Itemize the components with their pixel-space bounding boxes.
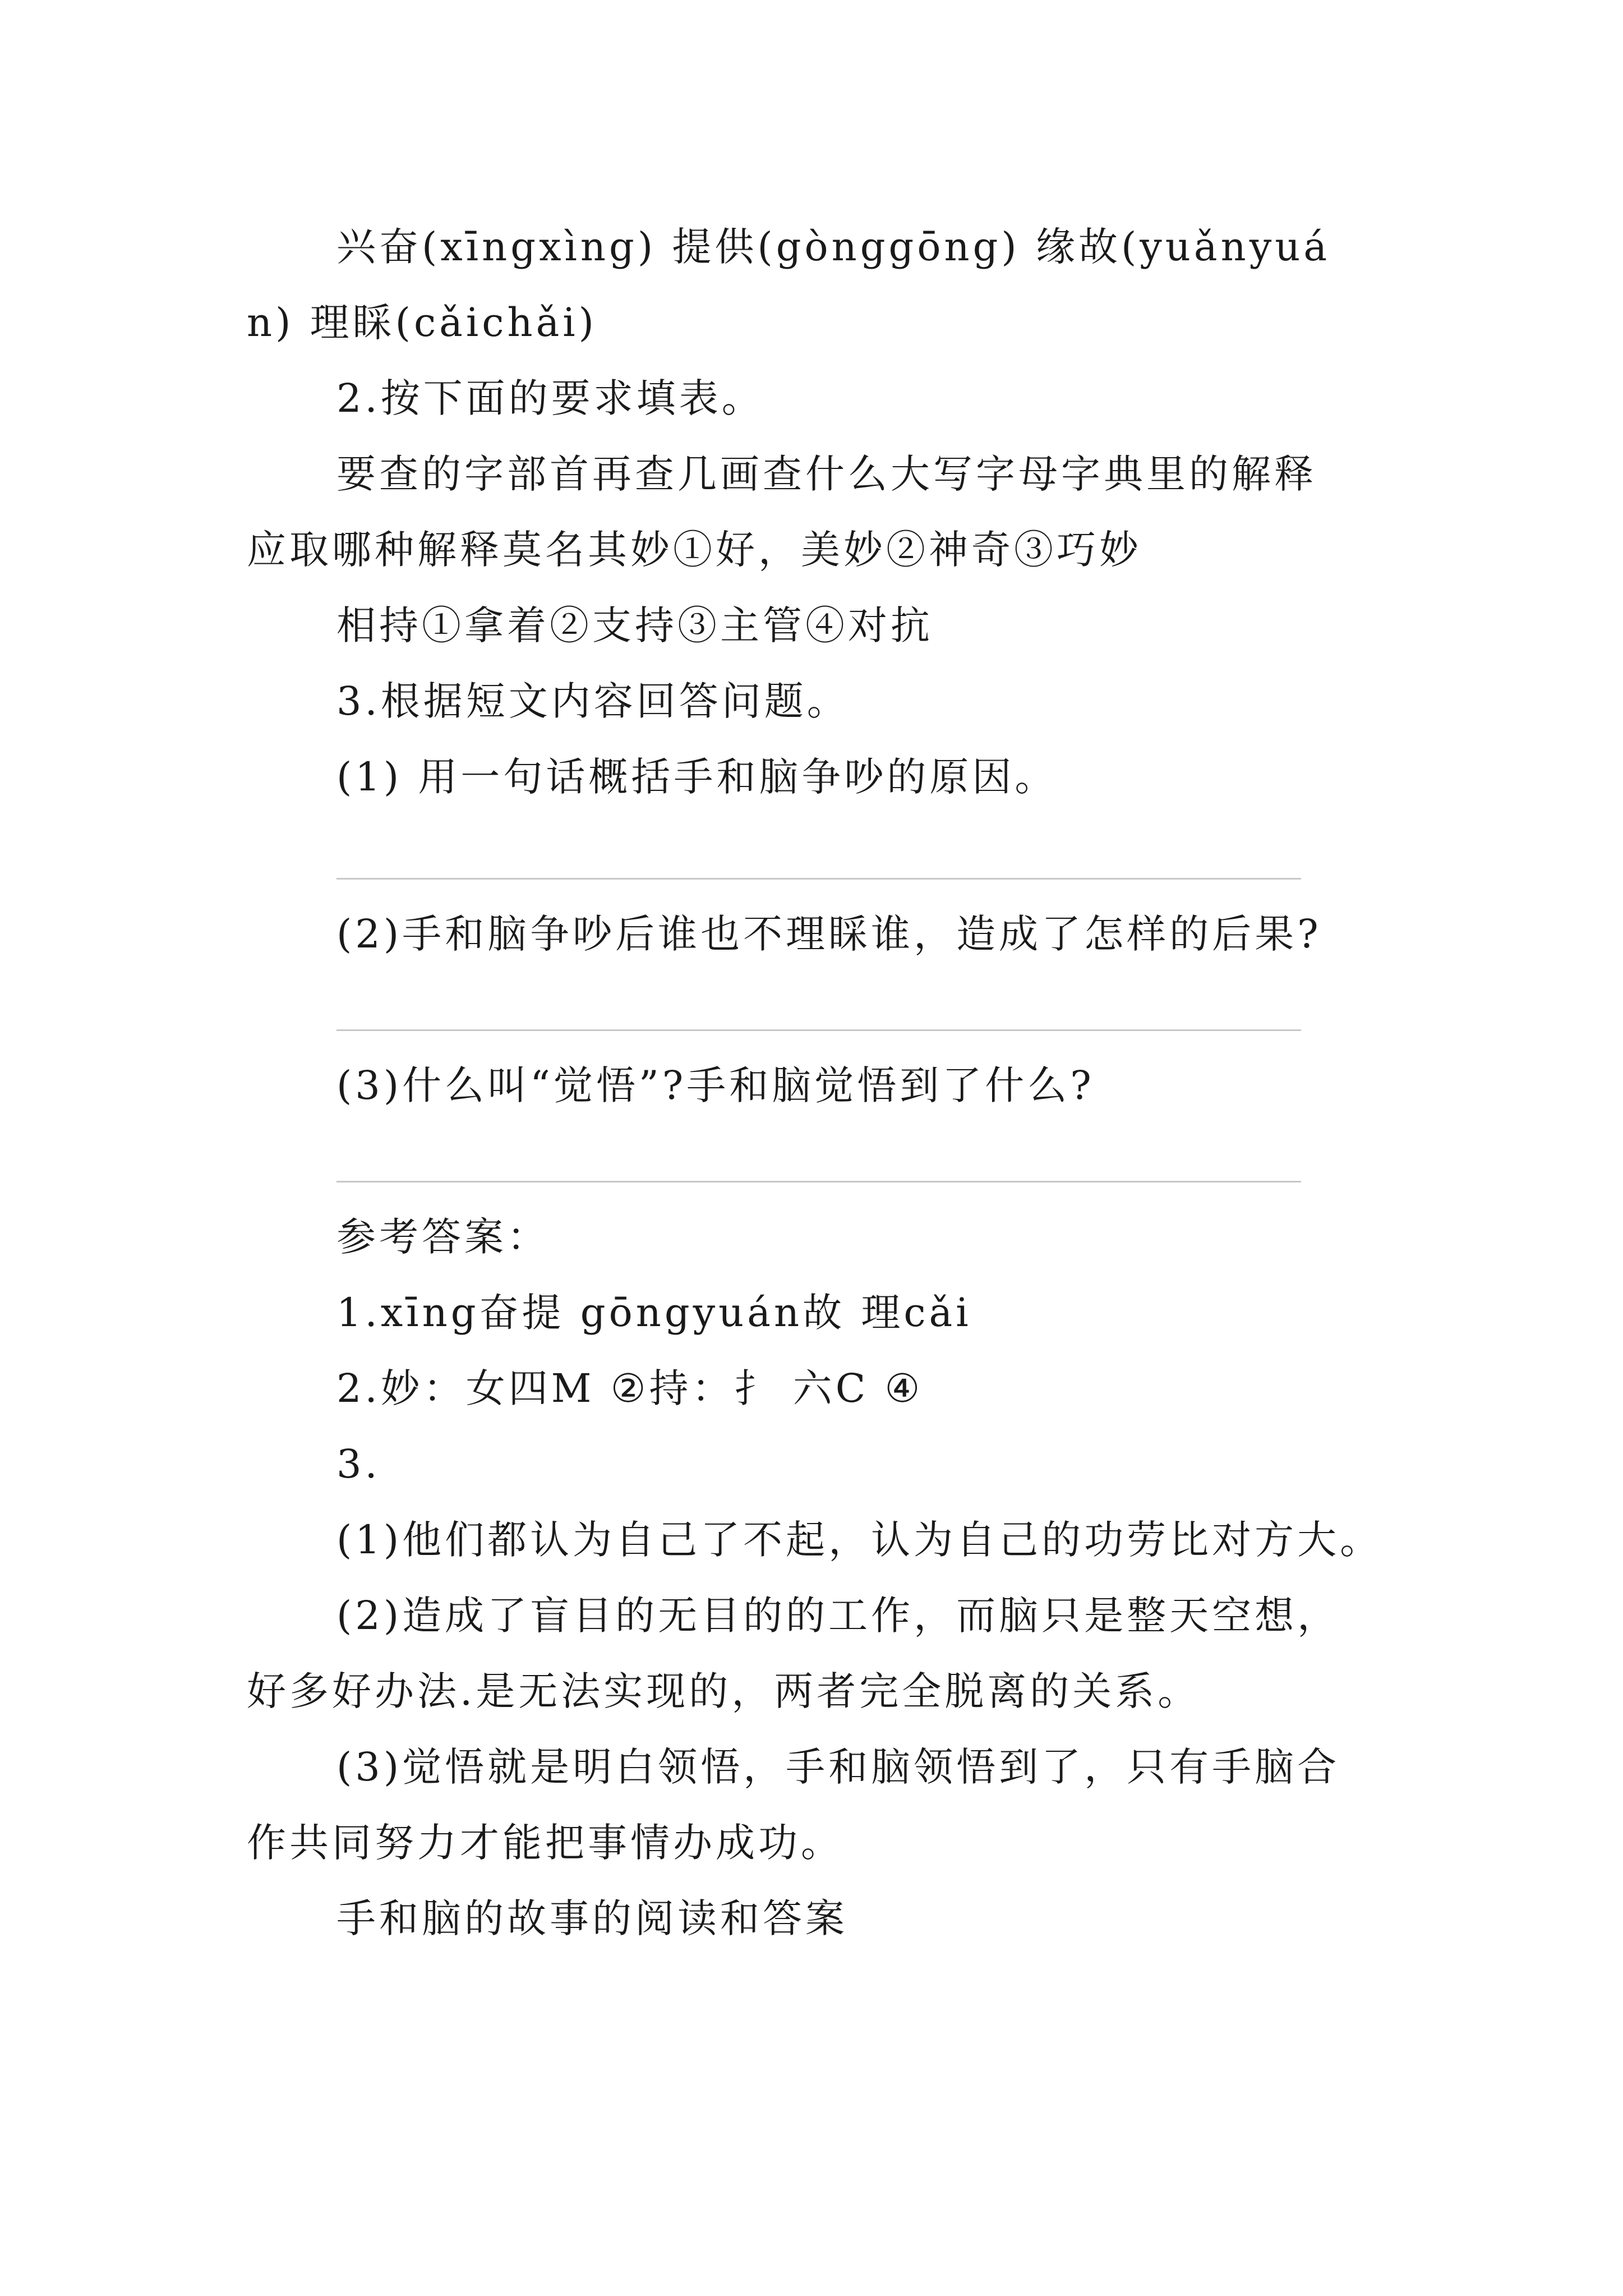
- question-2-heading: 2.按下面的要求填表。: [336, 375, 764, 421]
- table-row-xiangchi: 相持①拿着②支持③主管④对抗: [336, 602, 933, 648]
- answer-1: 1.xīng奋提 gōngyuán故 理cǎi: [336, 1290, 972, 1336]
- answer-blank-line-1: [336, 878, 1301, 880]
- footer-title: 手和脑的故事的阅读和答案: [336, 1895, 848, 1941]
- question-3-2: (2)手和脑争吵后谁也不理睬谁，造成了怎样的后果?: [336, 911, 1322, 957]
- answer-3-2-line-2: 好多好办法.是无法实现的，两者完全脱离的关系。: [247, 1668, 1201, 1714]
- answer-2: 2.妙：女四M ②持：扌 六C ④: [336, 1365, 924, 1411]
- answer-blank-line-3: [336, 1181, 1301, 1182]
- answer-3-2-line-1: (2)造成了盲目的无目的的工作，而脑只是整天空想，: [336, 1593, 1340, 1639]
- answer-3-1: (1)他们都认为自己了不起，认为自己的功劳比对方大。: [336, 1517, 1383, 1563]
- answer-3: 3.: [336, 1441, 381, 1487]
- answers-heading: 参考答案：: [336, 1214, 550, 1260]
- answer-blank-line-2: [336, 1029, 1301, 1031]
- question-3-heading: 3.根据短文内容回答问题。: [336, 678, 850, 724]
- table-row-mingmiao: 应取哪种解释莫名其妙①好，美妙②神奇③巧妙: [247, 527, 1142, 573]
- answer-3-3-line-2: 作共同努力才能把事情办成功。: [247, 1820, 843, 1866]
- answer-3-3-line-1: (3)觉悟就是明白领悟，手和脑领悟到了，只有手脑合: [336, 1744, 1340, 1790]
- table-header-line: 要查的字部首再查几画查什么大写字母字典里的解释: [336, 451, 1317, 497]
- pinyin-line-1: 兴奋(xīngxìng) 提供(gònggōng) 缘故(yuǎnyuá: [336, 224, 1331, 270]
- pinyin-line-2: n) 理睬(cǎichǎi): [247, 300, 597, 346]
- question-3-3: (3)什么叫“觉悟”?手和脑觉悟到了什么?: [336, 1062, 1095, 1108]
- question-3-1: (1) 用一句话概括手和脑争吵的原因。: [336, 754, 1058, 800]
